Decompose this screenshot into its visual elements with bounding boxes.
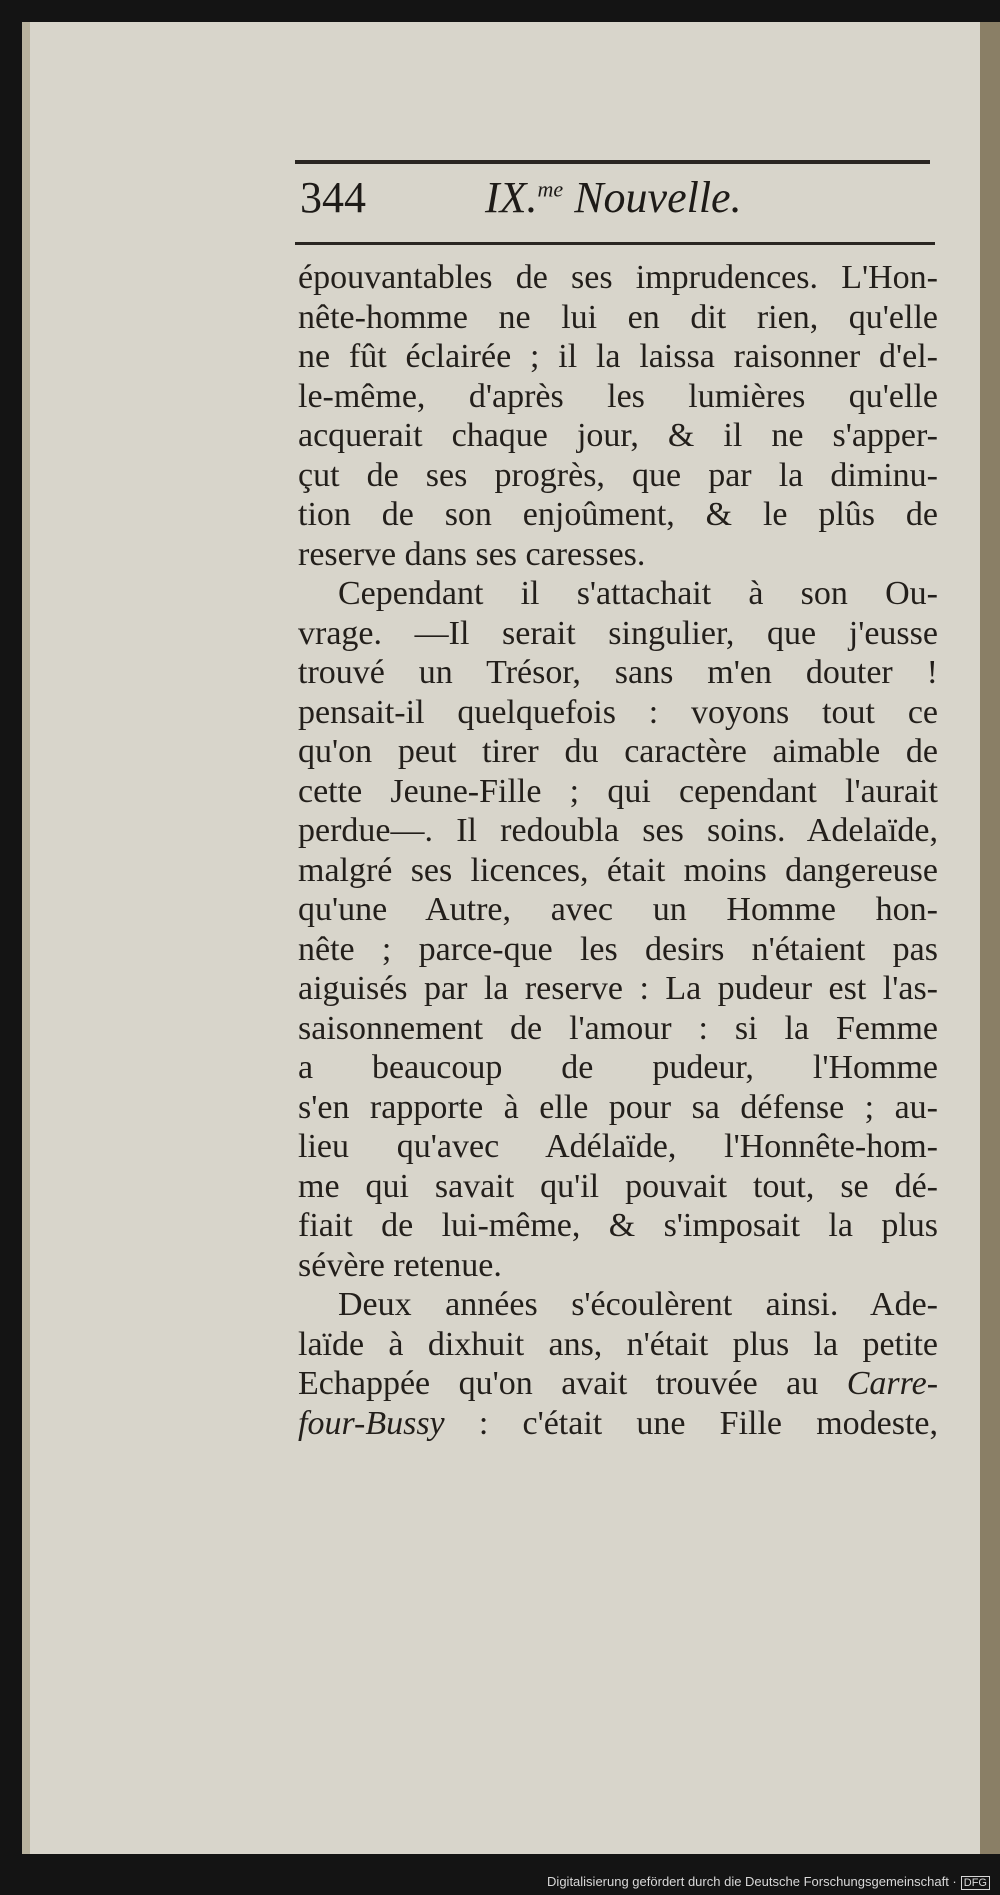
text-line: me qui savait qu'il pouvait tout, se dé- xyxy=(298,1167,938,1205)
text-segment: Echappée qu'on avait trouvée au xyxy=(298,1365,819,1402)
running-head-sup: me xyxy=(537,176,564,202)
page-edge xyxy=(980,22,1000,1854)
text-line: pensait-il quelquefois : voyons tout ce xyxy=(298,693,938,731)
body-text xyxy=(298,258,938,1443)
text-line: épouvantables de ses imprudences. L'Hon- xyxy=(298,259,938,296)
text-line xyxy=(298,1364,938,1404)
text-line: qu'une Autre, avec un Homme hon- xyxy=(298,891,938,928)
page-header xyxy=(300,172,940,236)
header-rule-bottom xyxy=(295,242,935,245)
text-line: sévère retenue. xyxy=(298,1246,502,1284)
text-line: cette Jeune-Fille ; qui cependant l'aurait xyxy=(298,772,938,810)
italic-place-name: Carre- xyxy=(846,1365,939,1402)
text-line: vrage. —Il serait singulier, que j'eusse xyxy=(298,614,938,652)
text-line: fiait de lui-même, & s'imposait la plus xyxy=(298,1207,938,1244)
text-line: tion de son enjoûment, & le plûs de xyxy=(298,496,938,533)
text-line: nête ; parce-que les desirs n'étaient pas xyxy=(298,930,938,968)
text-line: reserve dans ses caresses. xyxy=(298,535,646,573)
text-line: Cependant il s'attachait à son Ou- xyxy=(338,575,938,612)
text-line: Deux années s'écoulèrent ainsi. Ade- xyxy=(338,1286,938,1323)
text-line: laïde à dixhuit ans, n'était plus la petite xyxy=(298,1325,938,1363)
text-line: malgré ses licences, était moins dangereuse xyxy=(298,851,938,889)
text-line: acquerait chaque jour, & il ne s'apper- xyxy=(298,417,938,454)
page-number: 344 xyxy=(300,173,366,222)
text-line: ne fût éclairée ; il la laissa raisonner d'el- xyxy=(298,338,938,375)
text-line: saisonnement de l'amour : si la Femme xyxy=(298,1009,938,1047)
credit-text: Digitalisierung gefördert durch die Deutsche Forschungsgemeinschaft · xyxy=(547,1874,957,1889)
running-head-title: Nouvelle. xyxy=(574,173,742,222)
header-rule-top xyxy=(295,160,930,164)
digitization-credit xyxy=(547,1874,990,1889)
text-line: aiguisés par la reserve : La pudeur est l'as- xyxy=(298,970,938,1007)
text-line: qu'on peut tirer du caractère aimable de xyxy=(298,733,938,770)
running-head-numeral: IX. xyxy=(485,173,538,222)
text-line: nête-homme ne lui en dit rien, qu'elle xyxy=(298,298,938,336)
text-line: le-même, d'après les lumières qu'elle xyxy=(298,377,938,415)
text-line: perdue—. Il redoubla ses soins. Adelaïde, xyxy=(298,812,938,849)
text-line: trouvé un Trésor, sans m'en douter ! xyxy=(298,654,938,691)
text-line: a beaucoup de pudeur, l'Homme xyxy=(298,1049,938,1086)
text-line xyxy=(298,1404,938,1444)
text-segment: : c'était une Fille modeste, xyxy=(478,1404,939,1442)
italic-place-name: four-Bussy xyxy=(298,1404,445,1442)
dfg-logo: DFG xyxy=(961,1876,990,1890)
text-line: lieu qu'avec Adélaïde, l'Honnête-hom- xyxy=(298,1128,938,1165)
running-head xyxy=(485,172,742,223)
text-line: çut de ses progrès, que par la diminu- xyxy=(298,456,938,494)
text-line: s'en rapporte à elle pour sa défense ; au- xyxy=(298,1088,938,1126)
